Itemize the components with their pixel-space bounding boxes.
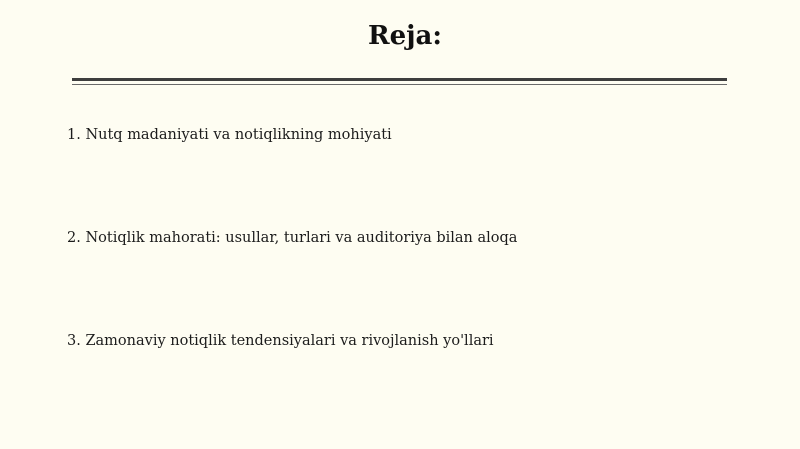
title-divider-thick — [72, 78, 727, 81]
slide-title: Reja: — [367, 21, 442, 51]
plan-item-3: 3. Zamonaviy notiqlik tendensiyalari va rivojlanish yo'llari — [67, 333, 494, 349]
title-divider-thin — [72, 84, 727, 85]
plan-item-1: 1. Nutq madaniyati va notiqlikning mohiyati — [67, 127, 392, 143]
plan-item-2: 2. Notiqlik mahorati: usullar, turlari va auditoriya bilan aloqa — [67, 230, 518, 246]
